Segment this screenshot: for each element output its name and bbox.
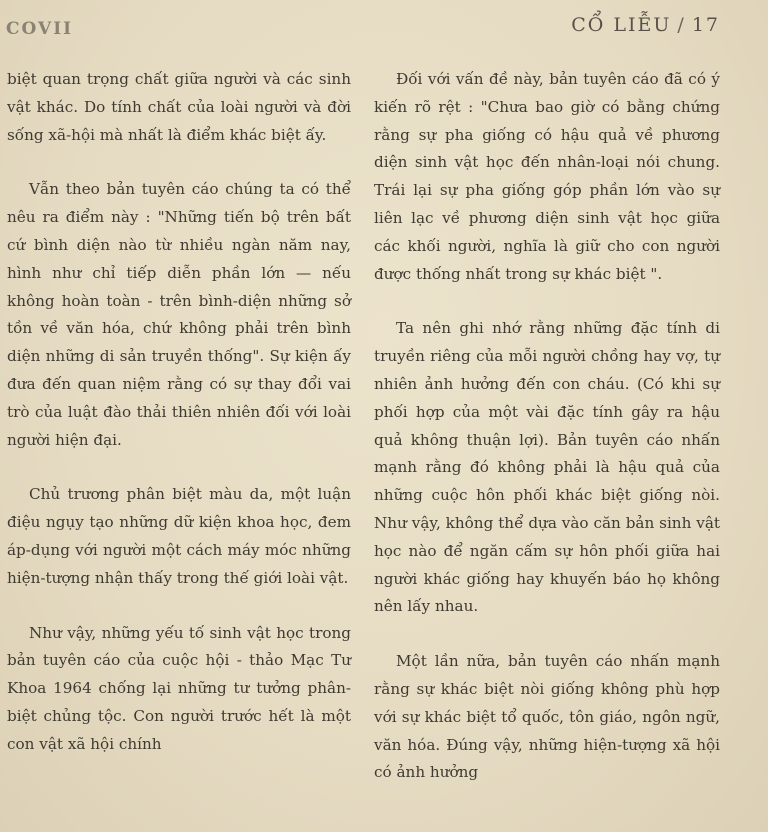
paragraph: Chủ trương phân biệt màu da, một luận điệu ngụy tạo những dữ kiện khoa học, đem áp-dụng với người một cách máy móc những hiện-tượng nhận thấy trong thế giới loài vật.: [7, 485, 351, 587]
paragraph: Ta nên ghi nhớ rằng những đặc tính di truyền riêng của mỗi người chồng hay vợ, tự nhiên ảnh hưởng đến con cháu. (Có khi sự phối hợp của một vài đặc tính gây ra hậu quả không thuận lợi). Bản tuyên cáo nhấn mạnh rằng đó không phải là hậu quả của những cuộc hôn phối khác biệt giống nòi. Như vậy, không thể dựa vào căn bản sinh vật học nào để ngăn cấm sự hôn phối giữa hai người khác giống hay khuyến báo họ không nên lấy nhau.: [374, 319, 720, 616]
running-header-left: COVII: [6, 19, 74, 39]
paragraph: Vẫn theo bản tuyên cáo chúng ta có thể nêu ra điểm này : "Những tiến bộ trên bất cứ bình diện nào từ nhiều ngàn năm nay, hình như chỉ tiếp diễn phần lớn — nếu không hoàn toàn - trên bình-diện những sở tồn về văn hóa, chứ không phải trên bình diện những di sản truyền thống". Sự kiện ấy đưa đến quan niệm rằng có sự thay đổi vai trò của luật đào thải thiên nhiên đối với loài người hiện đại.: [7, 180, 351, 449]
paragraph: biệt quan trọng chất giữa người và các sinh vật khác. Do tính chất của loài người và đời sống xã-hội mà nhất là điểm khác biệt ấy.: [7, 70, 351, 144]
paragraph: Đối với vấn đề này, bản tuyên cáo đã có ý kiến rõ rệt : "Chưa bao giờ có bằng chứng rằng sự pha giống có hậu quả về phương diện sinh vật học đến nhân-loại nói chung. Trái lại sự pha giống góp phần lớn vào sự liên lạc về phương diện sinh vật học giữa các khối người, nghĩa là giữ cho con người được thống nhất trong sự khác biệt ".: [374, 70, 720, 283]
paragraph: Một lần nữa, bản tuyên cáo nhấn mạnh rằng sự khác biệt nòi giống không phù hợp với sự khác biệt tổ quốc, tôn giáo, ngôn ngữ, văn hóa. Đúng vậy, những hiện-tượng xã hội có ảnh hưởng: [374, 652, 720, 782]
page-number: 17: [691, 14, 720, 36]
running-header-right: [571, 14, 720, 36]
header-separator: /: [677, 14, 686, 36]
running-title: CỔ LIỄU: [571, 14, 672, 36]
paragraph: Như vậy, những yếu tố sinh vật học trong bản tuyên cáo của cuộc hội - thảo Mạc Tư Khoa 1964 chống lại những tư tưởng phân-biệt chủng tộc. Con người trước hết là một con vật xã hội chính: [7, 623, 351, 753]
right-column: [374, 66, 720, 814]
left-column: [7, 66, 351, 786]
